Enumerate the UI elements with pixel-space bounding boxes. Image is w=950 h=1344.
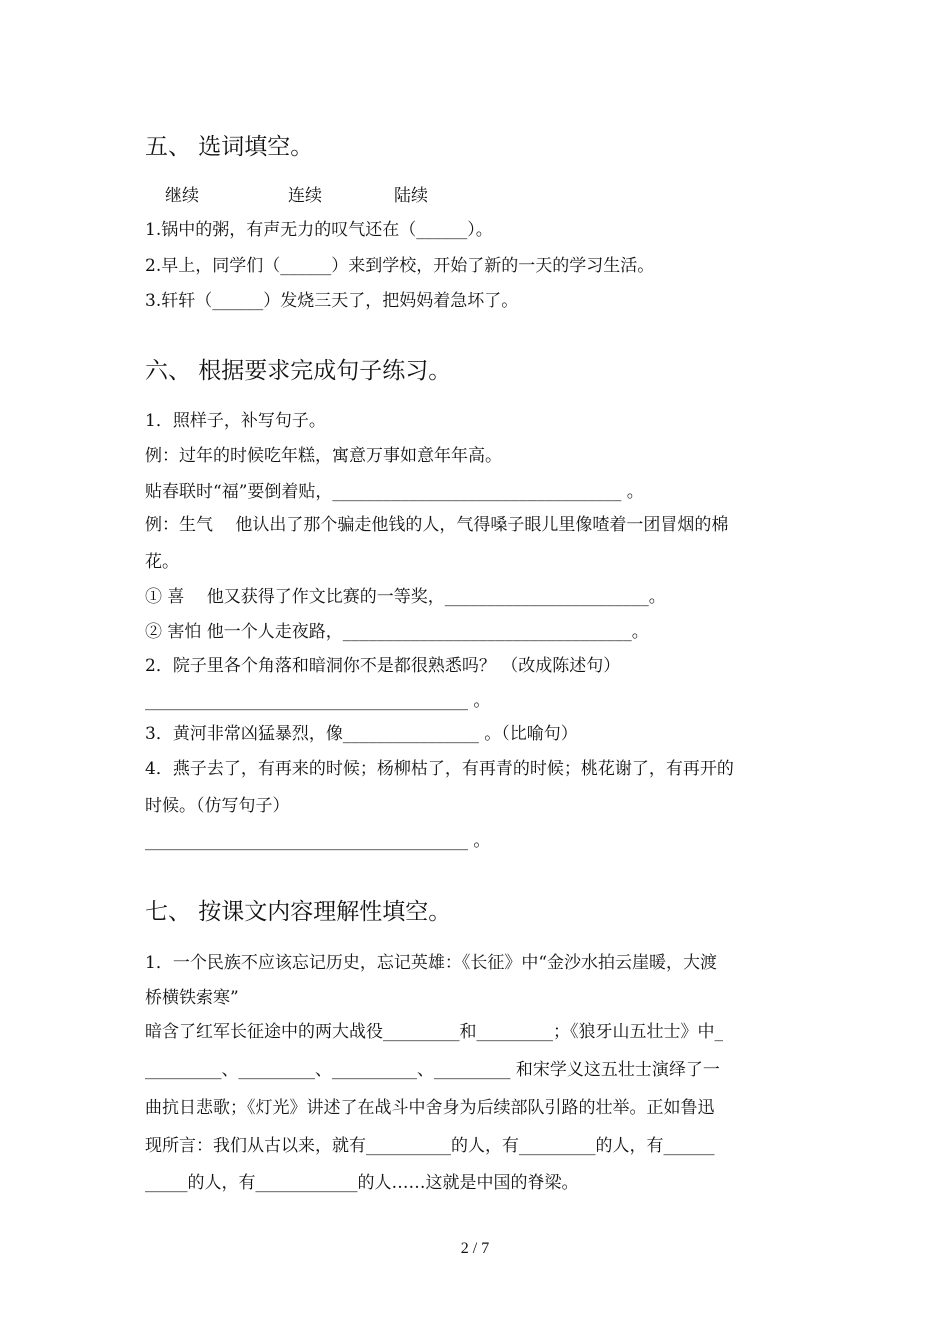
s7-line-5: 曲抗日悲歌；《灯光》讲述了在战斗中舍身为后续部队引路的壮举。正如鲁迅 bbox=[145, 1098, 715, 1118]
s7-line-2: 桥横铁索寒” bbox=[145, 988, 239, 1008]
s5-question-3: 3.轩轩（______）发烧三天了，把妈妈着急坏了。 bbox=[145, 291, 519, 311]
s6-line-10: 3．黄河非常凶猛暴烈，像________________ 。（比喻句） bbox=[145, 724, 578, 744]
s6-line-11: 4．燕子去了，有再来的时候；杨柳枯了，有再青的时候；桃花谢了，有再开的 bbox=[145, 759, 734, 779]
s6-line-13: ______________________________________ 。 bbox=[145, 831, 491, 851]
s7-line-6: 现所言：我们从古以来，就有__________的人，有_________的人，有______ bbox=[145, 1136, 715, 1156]
s6-line-6: ① 喜 他又获得了作文比赛的一等奖，________________________。 bbox=[145, 587, 666, 607]
s6-line-3: 贴春联时“福”要倒着贴，__________________________________ 。 bbox=[145, 482, 644, 502]
word-option-1: 继续 bbox=[165, 186, 199, 206]
s6-line-2: 例：过年的时候吃年糕，寓意万事如意年年高。 bbox=[145, 446, 502, 466]
s7-line-1: 1．一个民族不应该忘记历史，忘记英雄：《长征》中“金沙水拍云崖暖，大渡 bbox=[145, 953, 718, 973]
s7-line-4: _________、_________、__________、_________ 和宋学义这五壮士演绎了一 bbox=[145, 1060, 720, 1080]
section-6-title: 六、 根据要求完成句子练习。 bbox=[145, 358, 452, 384]
s6-line-8: 2．院子里各个角落和暗洞你不是都很熟悉吗？ （改成陈述句） bbox=[145, 656, 621, 676]
s5-question-2: 2.早上，同学们（______）来到学校，开始了新的一天的学习生活。 bbox=[145, 256, 655, 276]
page-number: 2 / 7 bbox=[460, 1240, 490, 1257]
s6-line-1: 1．照样子，补写句子。 bbox=[145, 411, 326, 431]
word-option-2: 连续 bbox=[288, 186, 322, 206]
section-5-title: 五、 选词填空。 bbox=[145, 134, 314, 160]
s6-line-12: 时候。（仿写句子） bbox=[145, 796, 290, 816]
s6-line-5: 花。 bbox=[145, 552, 179, 572]
s5-question-1: 1.锅中的粥，有声无力的叹气还在（______）。 bbox=[145, 220, 493, 240]
section-7-title: 七、 按课文内容理解性填空。 bbox=[145, 899, 452, 925]
s6-line-4: 例：生气 他认出了那个骗走他钱的人，气得嗓子眼儿里像喳着一团冒烟的棉 bbox=[145, 515, 729, 535]
word-option-3: 陆续 bbox=[394, 186, 428, 206]
s7-line-3: 暗含了红军长征途中的两大战役_________和_________；《狼牙山五壮士》中_ bbox=[145, 1022, 723, 1042]
s6-line-9: ______________________________________ 。 bbox=[145, 691, 491, 711]
s6-line-7: ② 害怕 他一个人走夜路，__________________________________。 bbox=[145, 622, 649, 642]
s7-line-7: _____的人，有____________的人……这就是中国的脊梁。 bbox=[145, 1173, 579, 1193]
